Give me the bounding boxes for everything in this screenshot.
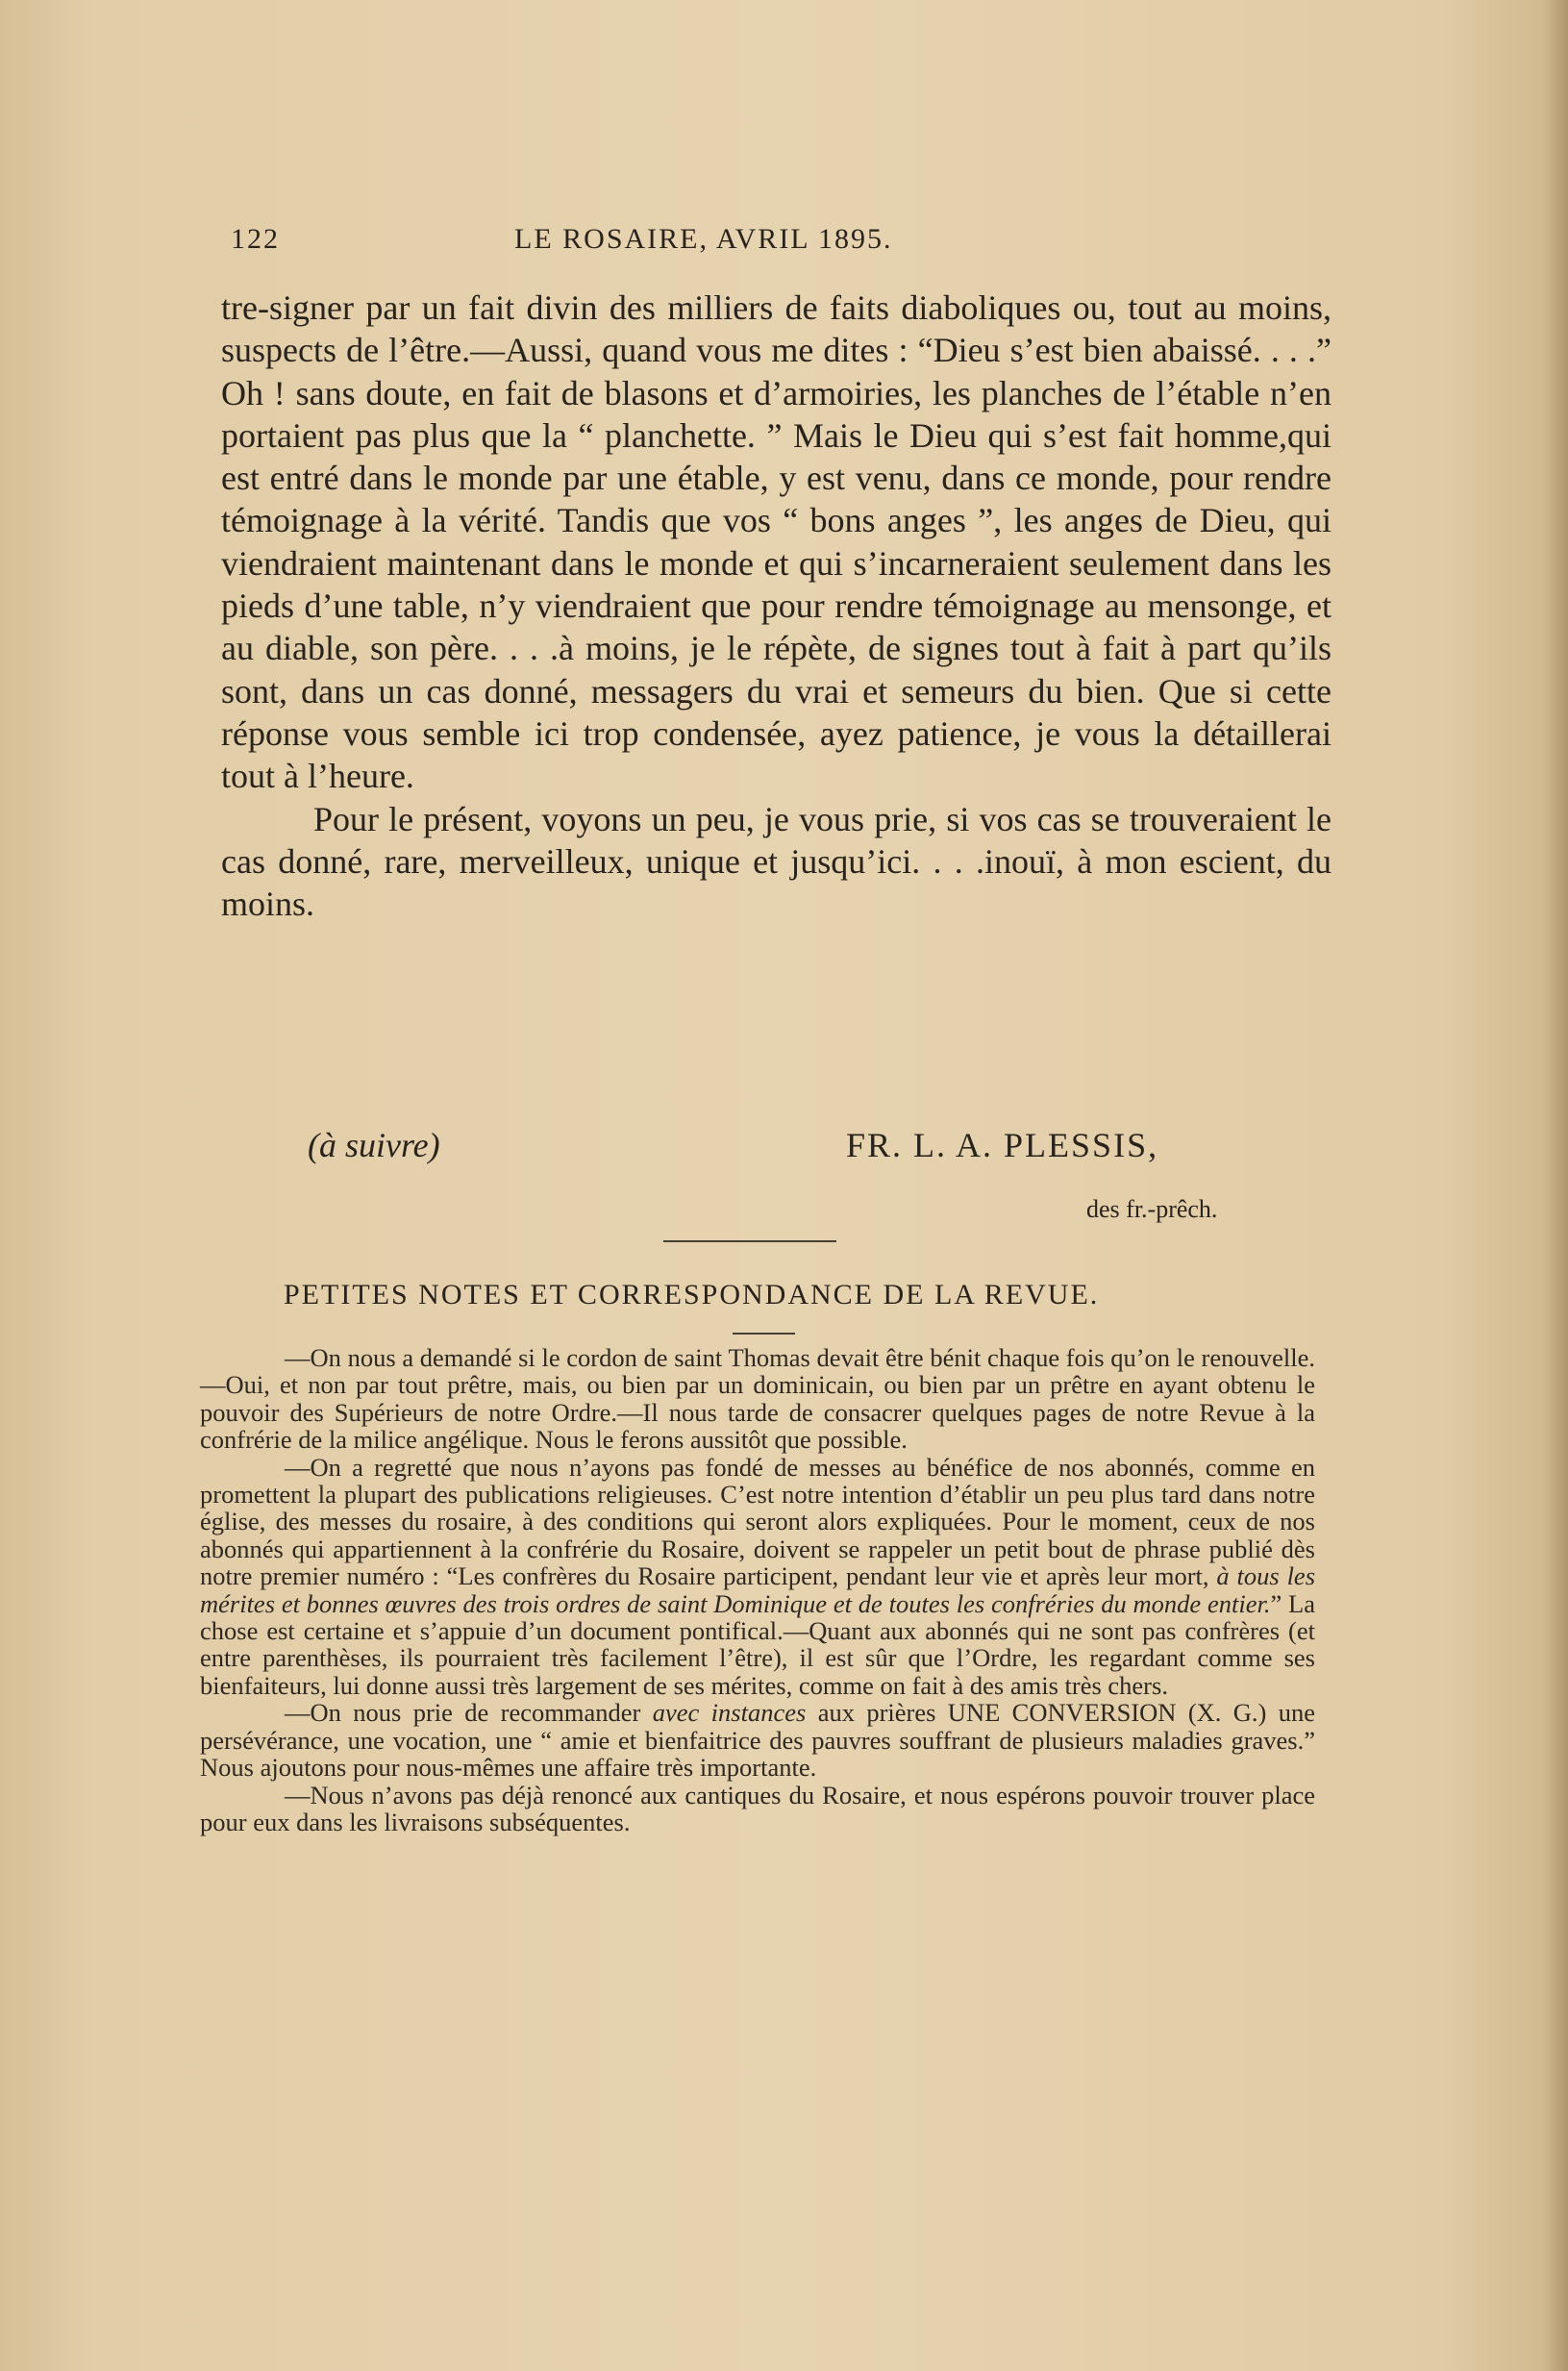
article-paragraph-1: tre-signer par un fait divin des milliers de faits diaboliques ou, tout au moins, suspects de l’être.—Aussi, quand vous me dites : “Dieu s’est bien abaissé. . . .” Oh ! sans doute, en fait de blasons et d’armoiries, les planches de l’étable n’en portaient pas plus que la “ planchette. ” Mais le Dieu qui s’est fait homme,qui est entré dans le monde par une étable, y est venu, dans ce monde, pour rendre témoignage à la vérité. Tandis que vos “ bons anges ”, les anges de Dieu, qui viendraient maintenant dans le monde et qui s’incarneraient seulement dans les pieds d’une table, n’y viendraient que pour rendre témoignage au mensonge, et au diable, son père. . . .à moins, je le répète, de signes tout à fait à part qu’ils sont, dans un cas donné, messagers du vrai et semeurs du bien. Que si cette réponse vous semble ici trop condensée, ayez patience, je vous la détaillerai tout à l’heure. bbox=[221, 288, 1332, 796]
signature-row bbox=[221, 1125, 1332, 1173]
running-title: LE ROSAIRE, AVRIL 1895. bbox=[514, 223, 893, 255]
note-2 bbox=[200, 1454, 1315, 1700]
note-3-text-start: —On nous prie de recommander bbox=[285, 1698, 641, 1728]
notes-body bbox=[200, 1344, 1315, 1835]
note-2-italic-text: à tous les mérites et bonnes œuvres des trois ordres de saint Dominique et de toutes les confréries du monde entier. bbox=[200, 1561, 1316, 1618]
author-order: des fr.-prêch. bbox=[1086, 1195, 1218, 1223]
note-2-text-start: —On a regretté que nous n’ayons pas fondé de messes au bénéfice de nos abonnés, comme en promettent la plupart des publications religieuses. C’est notre intention d’établir un peu plus tard dans notre église, des messes du rosaire, à des conditions qui seront alors expliquées. Pour le moment, ceux de nos abonnés qui appartiennent à la confrérie du Rosaire, doivent se rappeler un petit bout de phrase publié dès notre premier numéro : “Les confrères du Rosaire participent, pendant leur vie et après leur mort, bbox=[200, 1452, 1315, 1591]
to-be-continued: (à suivre) bbox=[308, 1126, 440, 1164]
article-paragraph-2: Pour le présent, voyons un peu, je vous prie, si vos cas se trouveraient le cas donné, rare, merveilleux, unique et jusqu’ici. . . .inouï, à mon escient, du moins. bbox=[221, 799, 1332, 924]
note-3-text-end: aux prières UNE CONVERSION (X. G.) une persévérance, une vocation, une “ amie et bienfaitrice des pauvres souffrant de plusieurs maladies graves.” Nous ajoutons pour nous-mêmes une affaire très importante. bbox=[200, 1698, 1316, 1783]
section-title: PETITES NOTES ET CORRESPONDANCE DE LA REVUE. bbox=[284, 1279, 1100, 1310]
section-divider bbox=[663, 1240, 836, 1242]
note-3-italic-text: avec instances bbox=[652, 1698, 807, 1728]
page-edge-shadow bbox=[1543, 0, 1568, 2371]
title-underline bbox=[733, 1333, 795, 1335]
note-3 bbox=[200, 1699, 1315, 1781]
note-2-text-end: ” La chose est certaine et s’appuie d’un document pontifical.—Quant aux abonnés qui ne sont pas confrères (et entre parenthèses, ils pourraient très facilement l’être), il est sûr que l’Ordre, les regardant comme ses bienfaiteurs, lui donne aussi très largement de ses mérites, comme on fait à des amis très chers. bbox=[200, 1588, 1316, 1700]
note-4: —Nous n’avons pas déjà renoncé aux cantiques du Rosaire, et nous espérons pouvoir trouver place pour eux dans les livraisons subséquentes. bbox=[200, 1780, 1315, 1836]
article-body bbox=[221, 287, 1332, 925]
note-1: —On nous a demandé si le cordon de saint Thomas devait être bénit chaque fois qu’on le renouvelle.—Oui, et non par tout prêtre, mais, ou bien par un dominicain, ou bien par un prêtre en ayant obtenu le pouvoir des Supérieurs de notre Ordre.—Il nous tarde de consacrer quelques pages de notre Revue à la confrérie de la milice angélique. Nous le ferons aussitôt que possible. bbox=[200, 1343, 1315, 1455]
author-name: FR. L. A. PLESSIS, bbox=[846, 1126, 1159, 1164]
page-header bbox=[231, 223, 1327, 271]
page-number: 122 bbox=[231, 223, 280, 255]
